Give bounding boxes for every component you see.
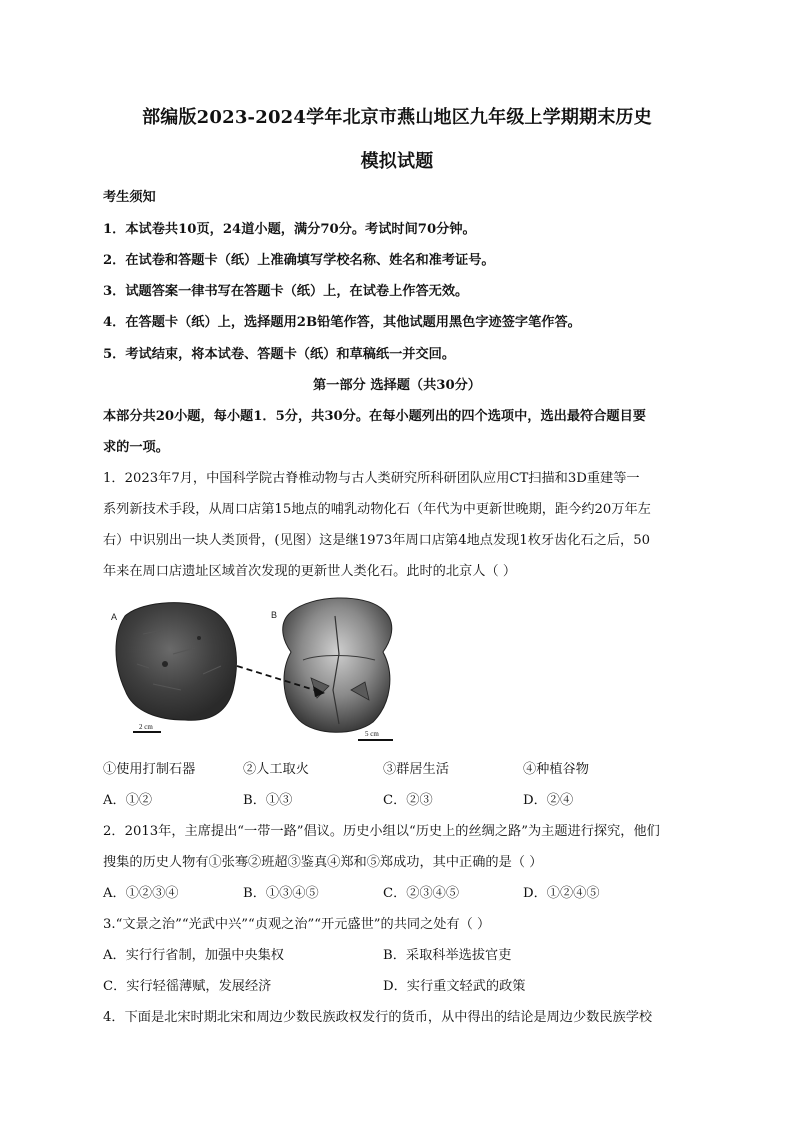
scale-label-b: 5 cm — [365, 730, 379, 738]
figure-label-a: A — [111, 612, 118, 622]
notice-item-4: 4．在答题卡（纸）上，选择题用2B铅笔作答，其他试题用黑色字迹签字笔作答。 — [103, 315, 581, 330]
notice-heading: 考生须知 — [103, 190, 156, 205]
notice-item-2: 2．在试卷和答题卡（纸）上准确填写学校名称、姓名和准考证号。 — [103, 253, 495, 268]
q1-stem-line2: 系列新技术手段，从周口店第15地点的哺乳动物化石（年代为中更新世晚期，距今约20万年左 — [103, 502, 651, 517]
fossil-fragment-a — [116, 603, 236, 721]
q2-stem-line2: 搜集的历史人物有①张骞②班超③鉴真④郑和⑤郑成功，其中正确的是（ ） — [103, 855, 543, 870]
q2-option-c[interactable]: C．②③④⑤ — [383, 886, 460, 901]
notice-item-5: 5．考试结束，将本试卷、答题卡（纸）和草稿纸一并交回。 — [103, 347, 456, 362]
exam-title-line1: 部编版2023-2024学年北京市燕山地区九年级上学期期末历史 — [142, 107, 652, 128]
exam-title-line2: 模拟试题 — [360, 151, 434, 172]
part1-instructions-line1: 本部分共20小题，每小题1．5分，共30分。在每小题列出的四个选项中，选出最符合题目要 — [103, 409, 646, 424]
q1-item-3: ③群居生活 — [383, 762, 449, 777]
q1-stem-line4: 年来在周口店遗址区域首次发现的更新世人类化石。此时的北京人（ ） — [103, 564, 517, 579]
q1-option-a[interactable]: A．①② — [103, 793, 153, 808]
q3-option-a[interactable]: A．实行行省制，加强中央集权 — [103, 948, 284, 963]
q2-option-d[interactable]: D．①②④⑤ — [523, 886, 600, 901]
q1-option-d[interactable]: D．②④ — [523, 793, 574, 808]
q2-option-a[interactable]: A．①②③④ — [103, 886, 179, 901]
fossil-skull-figure — [103, 594, 423, 746]
fossil-skull-b — [283, 598, 392, 732]
q1-option-c[interactable]: C．②③ — [383, 793, 433, 808]
notice-item-3: 3．试题答案一律书写在答题卡（纸）上，在试卷上作答无效。 — [103, 284, 469, 299]
part1-heading: 第一部分 选择题（共30分） — [312, 378, 481, 393]
q1-item-1: ①使用打制石器 — [103, 762, 196, 777]
scale-label-a: 2 cm — [139, 723, 153, 731]
q1-stem-line1: 1．2023年7月，中国科学院古脊椎动物与古人类研究所科研团队应用CT扫描和3D重建等一 — [103, 471, 640, 486]
q3-stem: 3.“文景之治”“光武中兴”“贞观之治”“开元盛世”的共同之处有（ ） — [103, 917, 491, 932]
q2-stem-line1: 2．2013年，主席提出“一带一路”倡议。历史小组以“历史上的丝绸之路”为主题进行探究，他们 — [103, 824, 660, 839]
figure-label-b: B — [271, 610, 278, 620]
q1-stem-line3: 右）中识别出一块人类顶骨，(见图）这是继1973年周口店第4地点发现1枚牙齿化石之后，50 — [103, 533, 651, 548]
q3-option-c[interactable]: C．实行轻徭薄赋，发展经济 — [103, 979, 272, 994]
q4-stem: 4．下面是北宋时期北宋和周边少数民族政权发行的货币，从中得出的结论是周边少数民族学校 — [103, 1010, 653, 1025]
q2-option-b[interactable]: B．①③④⑤ — [243, 886, 319, 901]
q1-item-4: ④种植谷物 — [523, 762, 589, 777]
notice-item-1: 1．本试卷共10页，24道小题，满分70分。考试时间70分钟。 — [103, 222, 476, 237]
q1-item-2: ②人工取火 — [243, 762, 309, 777]
q1-option-b[interactable]: B．①③ — [243, 793, 293, 808]
part1-instructions-line2: 求的一项。 — [103, 440, 169, 455]
q3-option-d[interactable]: D．实行重文轻武的政策 — [383, 979, 526, 994]
q3-option-b[interactable]: B．采取科举选拔官吏 — [383, 948, 512, 963]
